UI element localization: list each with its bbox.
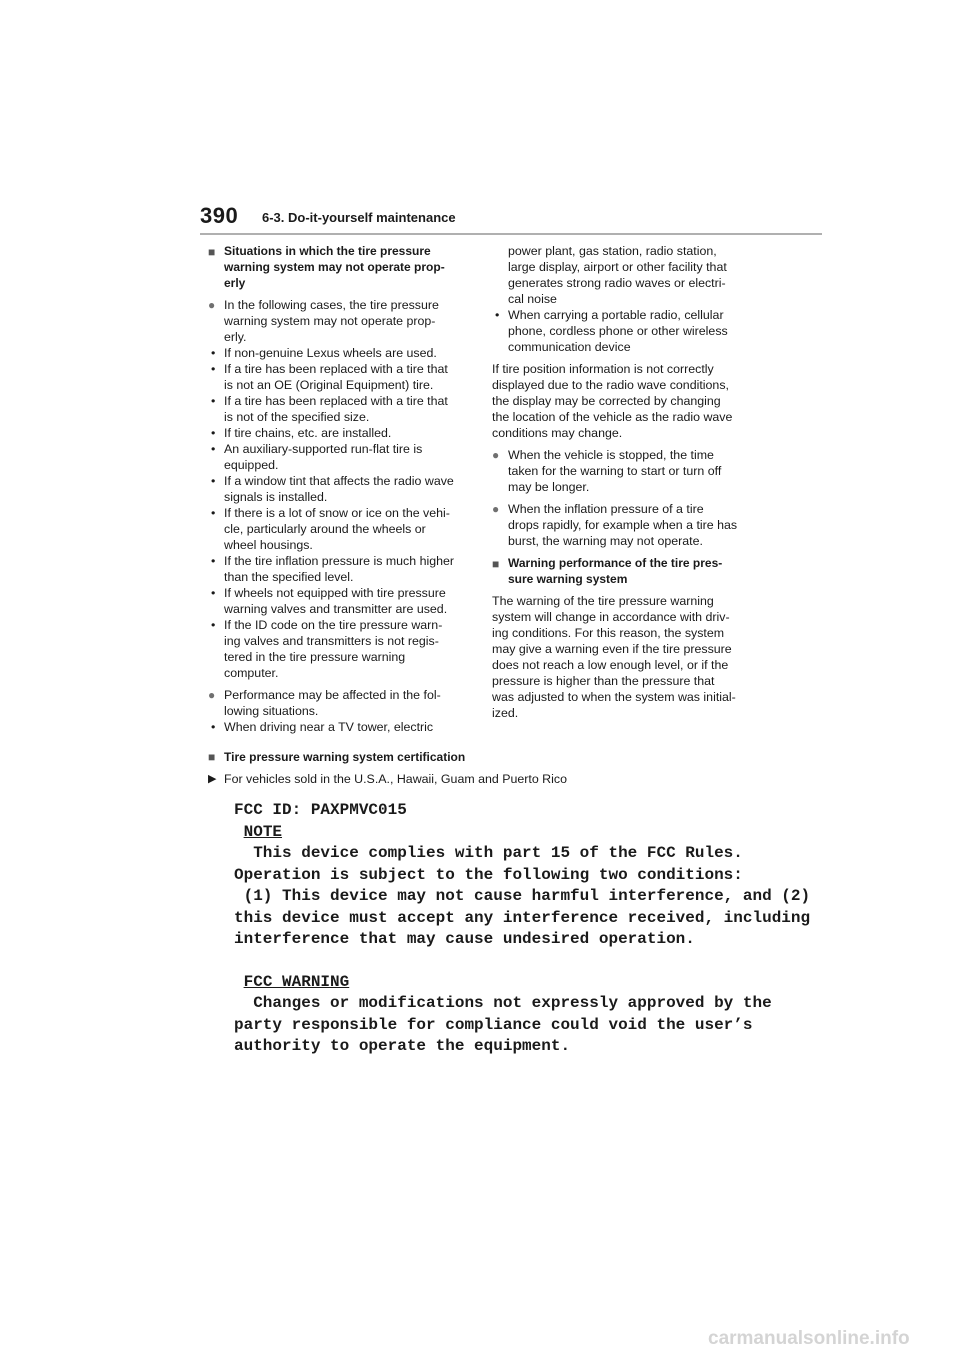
text-line: In the following cases, the tire pressure	[224, 298, 439, 312]
list-item: • If tire chains, etc. are installed.	[211, 426, 392, 440]
watermark-logo	[708, 1322, 954, 1354]
fcc-note-line: This device complies with part 15 of the FCC Rules.	[234, 844, 743, 862]
triangle-pointer-icon: ▶	[208, 773, 217, 785]
list-item: • If wheels not equipped with tire pressure warning valves and transmitter are used.	[211, 586, 448, 616]
section-heading-not-operate	[208, 243, 470, 291]
fcc-statement	[234, 800, 811, 1058]
section-title: 6-3. Do-it-yourself maintenance	[262, 210, 456, 225]
fcc-warning-line: party responsible for compliance could void the user’s	[234, 1015, 753, 1034]
fcc-note-title: NOTE	[243, 822, 283, 841]
text-line: Performance may be affected in the fol-	[224, 688, 441, 702]
right-column	[492, 243, 754, 721]
position-info-paragraph: If tire position information is not correctly displayed due to the radio wave conditions, the display may be corrected by changing the location of the vehicle as the radio wave conditions may change.	[492, 362, 733, 440]
fcc-warning-line: authority to operate the equipment.	[234, 1037, 571, 1055]
fcc-note-line: (1) This device may not cause harmful interference, and (2)	[234, 887, 811, 905]
list-item: • If a window tint that affects the radio wave signals is installed.	[211, 474, 454, 504]
circle-bullet-icon: ●	[208, 688, 216, 702]
warning-performance-paragraph: The warning of the tire pressure warning system will change in accordance with driv- ing conditions. For this reason, the system may give a warning even if the tire pressure does not reach a low enough level, or if the pressure is higher than the pressure that was adjusted to when the system was initial- ized.	[492, 594, 736, 720]
circle-bullet-icon: ●	[492, 502, 500, 516]
list-item: • When carrying a portable radio, cellular phone, cordless phone or other wireless communication device	[495, 308, 728, 354]
performance-list	[208, 719, 470, 735]
list-item: • If a tire has been replaced with a tire that is not of the specified size.	[211, 394, 448, 424]
text-line: lowing situations.	[224, 704, 319, 718]
rapid-drop-item: ● When the inflation pressure of a tire drops rapidly, for example when a tire has burst, the warning may not operate.	[492, 502, 738, 548]
fcc-note-line: interference that may cause undesired operation.	[234, 930, 695, 948]
text-line: erly.	[224, 330, 247, 344]
list-item: • If the tire inflation pressure is much higher than the specified level.	[211, 554, 455, 584]
stopped-item: ● When the vehicle is stopped, the time taken for the warning to start or turn off may be longer.	[492, 448, 722, 494]
fcc-id: FCC ID: PAXPMVC015	[234, 801, 407, 819]
circle-bullet-icon: ●	[208, 298, 216, 312]
heading-line: erly	[224, 276, 246, 290]
fcc-note-line: this device must accept any interference received, including	[234, 908, 811, 927]
list-item: • If the ID code on the tire pressure warn- ing valves and transmitters is not regis- tered in the tire pressure warning computer.	[211, 618, 443, 680]
list-item: • If a tire has been replaced with a tire that is not an OE (Original Equipment) tire.	[211, 362, 448, 392]
certification-heading: ■ Tire pressure warning system certification	[208, 750, 466, 764]
circle-bullet-icon: ●	[492, 448, 500, 462]
fcc-warning-line: Changes or modifications not expressly approved by the	[234, 994, 772, 1012]
list-item: • When driving near a TV tower, electric	[211, 720, 434, 734]
square-bullet-icon: ■	[492, 557, 500, 571]
fcc-warning-title: FCC WARNING	[243, 972, 350, 991]
left-column	[208, 243, 470, 735]
list-item: • An auxiliary-supported run-flat tire is equipped.	[211, 442, 423, 472]
list-item: power plant, gas station, radio station, large display, airport or other facility that generates strong radio waves or electri- cal noise	[508, 244, 727, 306]
performance-item	[208, 687, 470, 719]
page-number: 390	[200, 203, 239, 228]
square-bullet-icon: ■	[208, 245, 216, 259]
intro-item	[208, 297, 470, 345]
header-rule	[200, 233, 822, 235]
heading-line: Situations in which the tire pressure	[224, 244, 431, 258]
heading-line: warning system may not operate prop-	[224, 260, 445, 274]
list-item: • If non-genuine Lexus wheels are used.	[211, 346, 437, 360]
performance-list-continued	[492, 243, 754, 355]
region-line: ▶ For vehicles sold in the U.S.A., Hawaii, Guam and Puerto Rico	[208, 772, 567, 786]
text-line: warning system may not operate prop-	[224, 314, 436, 328]
square-bullet-icon: ■	[208, 750, 216, 764]
case-list	[208, 345, 470, 681]
fcc-note-line: Operation is subject to the following two conditions:	[234, 865, 743, 884]
section-heading-warning-performance: ■ Warning performance of the tire pres- sure warning system	[492, 556, 723, 586]
list-item: • If there is a lot of snow or ice on the vehi- cle, particularly around the wheels or wheel housings.	[211, 506, 450, 552]
watermark-text: carmanualsonline.info	[708, 1328, 910, 1349]
